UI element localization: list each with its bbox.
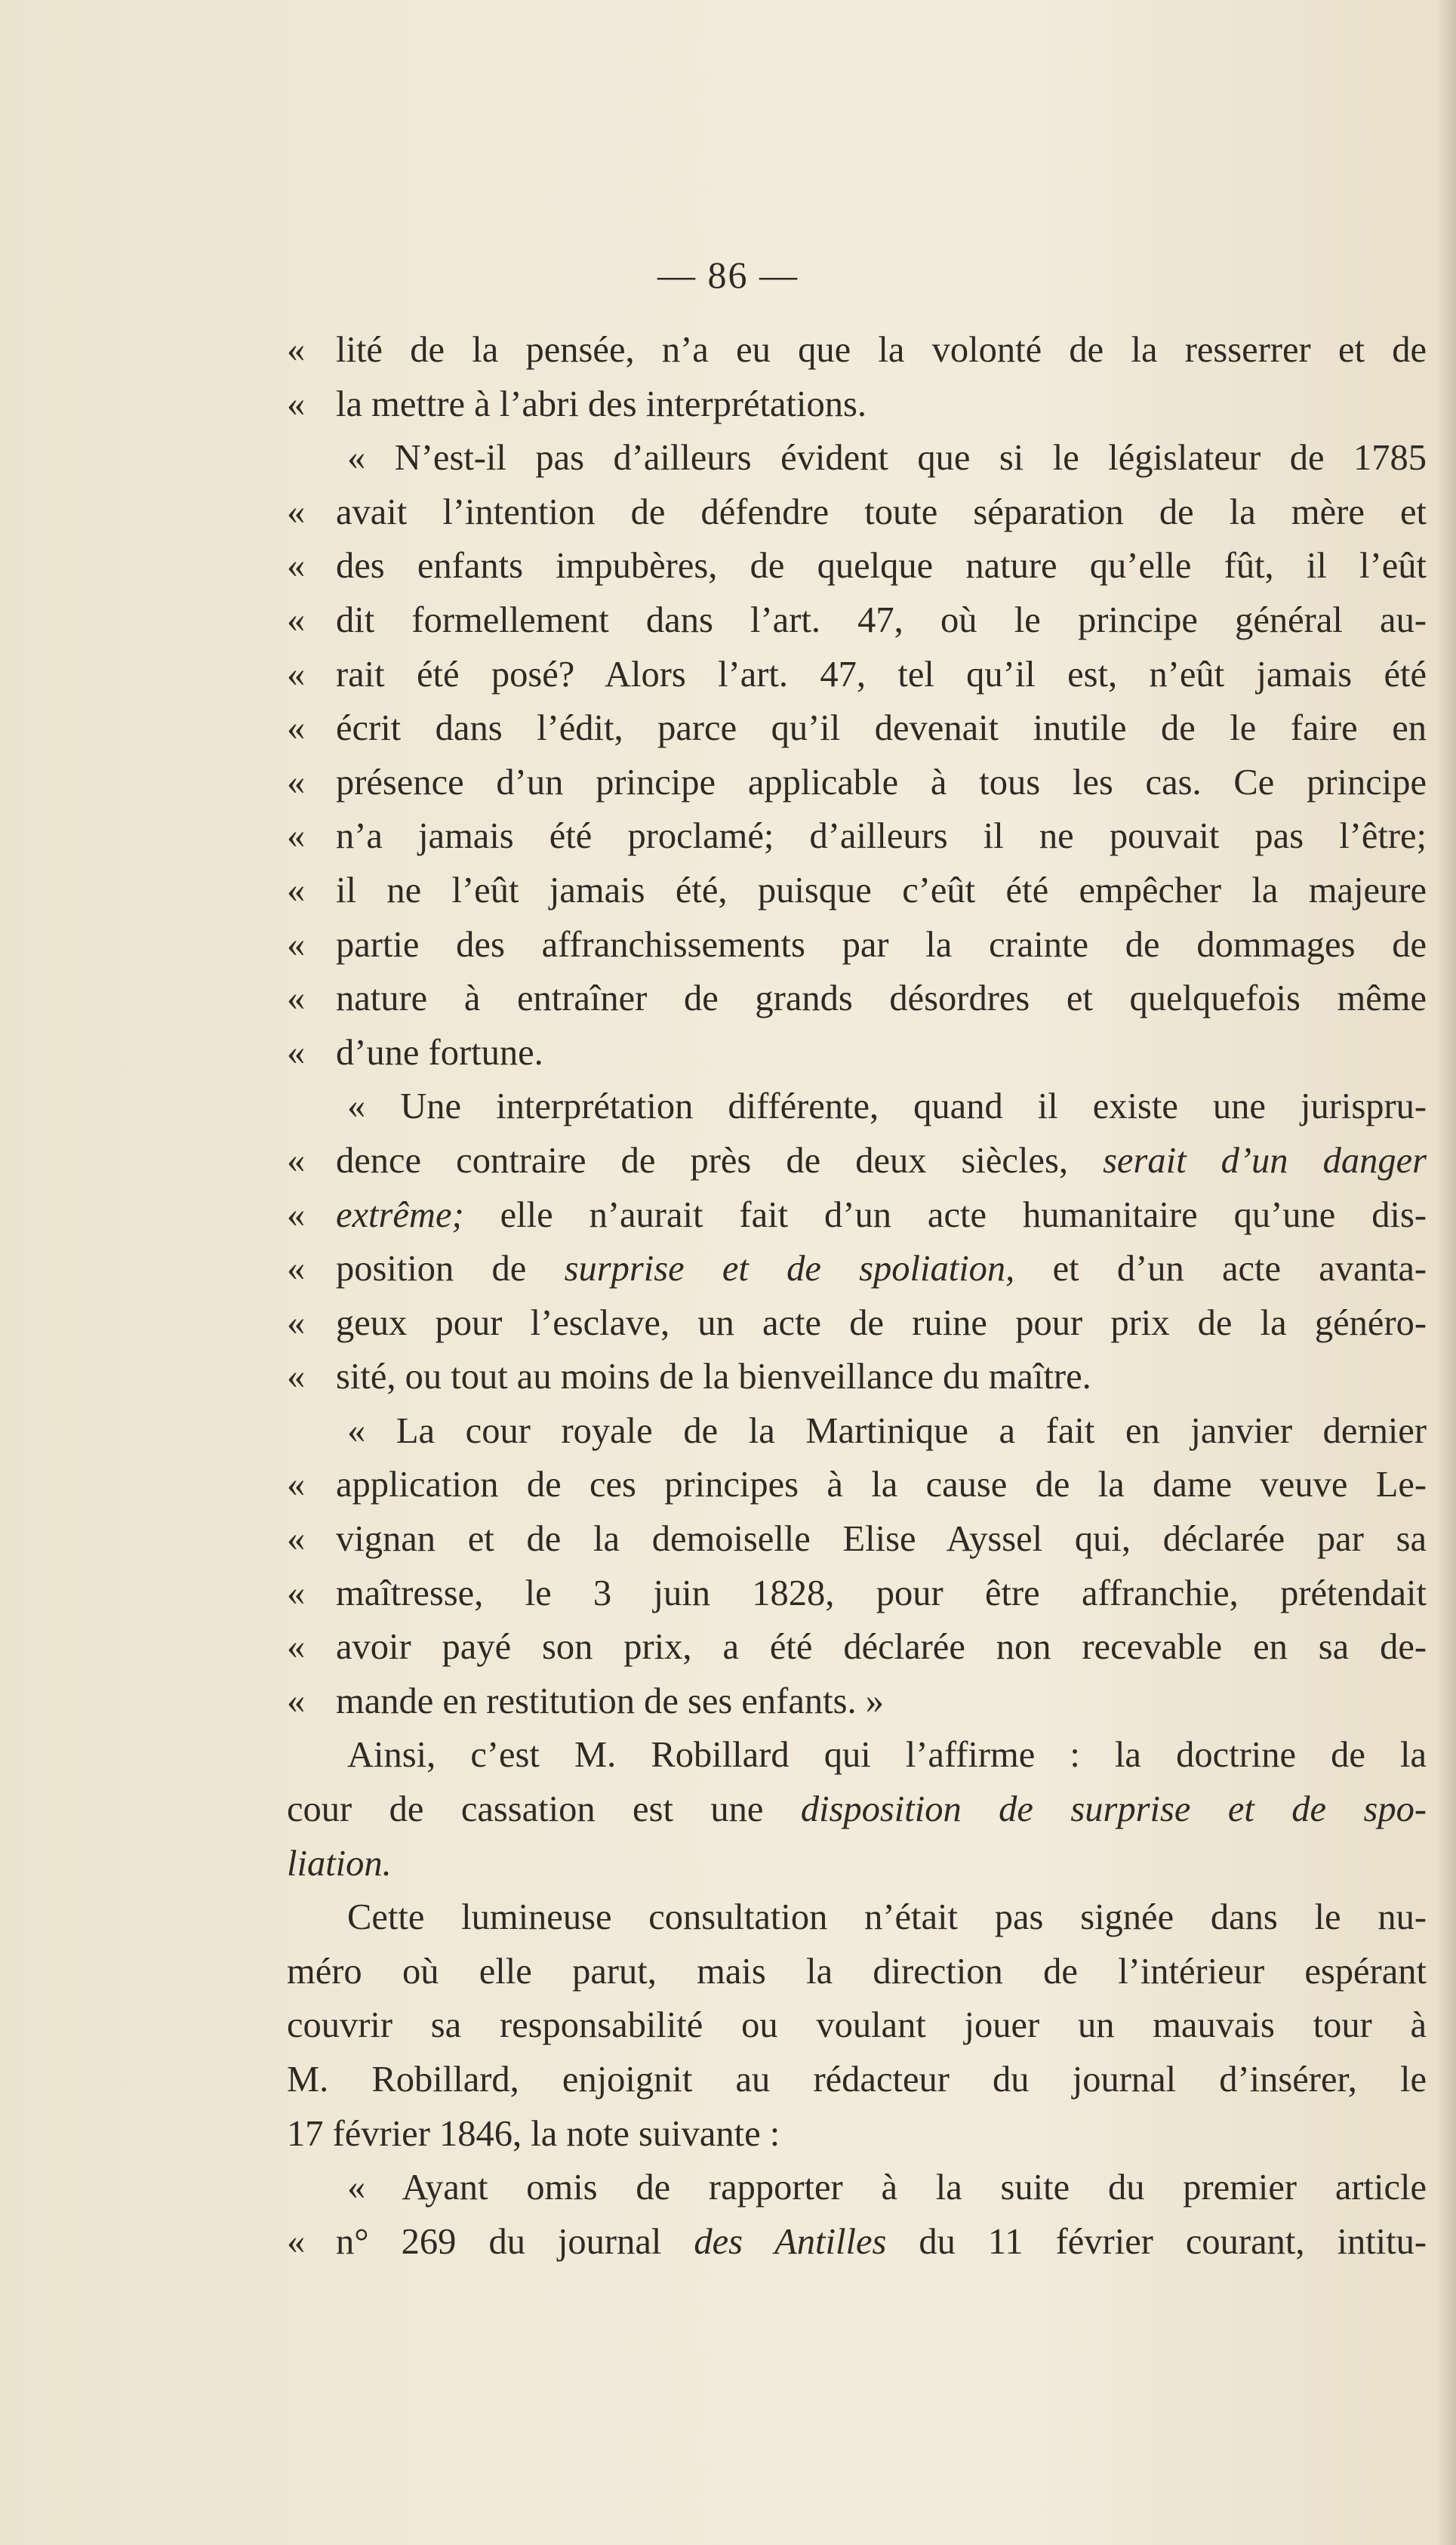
quote-mark: « [287, 1681, 306, 1721]
text-line [287, 1080, 1427, 1134]
line-text [336, 2215, 1427, 2269]
text-line [287, 1945, 1427, 1999]
line-text [336, 1296, 1427, 1351]
text-line [287, 2215, 1427, 2269]
roman-text: « Ayant omis de rapporter à la suite du premier article [347, 2168, 1427, 2208]
text-line [287, 1350, 1427, 1404]
quote-mark: « [287, 1140, 306, 1181]
line-text [336, 809, 1427, 864]
roman-text: du 11 février courant, intitu- [919, 2221, 1427, 2262]
text-line [287, 2053, 1427, 2107]
line-text [287, 1837, 1427, 1891]
line-text [336, 918, 1427, 972]
line-text [336, 1188, 1427, 1243]
line-text [287, 2107, 1427, 2161]
roman-text: Cette lumineuse consultation n’était pas signée dans le nu- [347, 1897, 1427, 1938]
roman-text: il ne l’eût jamais été, puisque c’eût été empêcher la majeure [336, 870, 1427, 910]
roman-text: Ainsi, c’est M. Robillard qui l’affirme : la doctrine de la [347, 1735, 1427, 1776]
quote-mark: « [287, 1573, 306, 1613]
text-line [287, 1728, 1427, 1782]
line-text [336, 1512, 1427, 1567]
text-line [287, 1026, 1427, 1080]
roman-text: couvrir sa responsabilité ou voulant jouer un mauvais tour à [287, 2005, 1427, 2046]
roman-text: « Une interprétation différente, quand il existe une jurispru- [347, 1086, 1427, 1127]
roman-text: partie des affranchissements par la crainte de dommages de [336, 924, 1427, 965]
quote-mark: « [287, 1032, 306, 1073]
roman-text: écrit dans l’édit, parce qu’il devenait inutile de le faire en [336, 708, 1427, 749]
roman-text: dit formellement dans l’art. 47, où le principe général au- [336, 599, 1427, 640]
body-text [287, 323, 1427, 2269]
text-line [287, 864, 1427, 918]
line-text [347, 1890, 1427, 1945]
roman-text: la mettre à l’abri des interprétations. [336, 384, 867, 424]
roman-text: n° 269 du journal [336, 2221, 662, 2262]
roman-text: 17 février 1846, la note suivante : [287, 2113, 780, 2154]
roman-text: d’une fortune. [336, 1032, 543, 1073]
italic-text: extrême; [336, 1194, 464, 1235]
line-text [336, 539, 1427, 593]
quote-mark: « [287, 2221, 306, 2262]
roman-text: présence d’un principe applicable à tous les cas. Ce principe [336, 762, 1427, 803]
line-text [336, 864, 1427, 918]
quote-mark: « [287, 762, 306, 803]
text-line [287, 377, 1427, 432]
roman-text: sité, ou tout au moins de la bienveillance du maître. [336, 1357, 1091, 1397]
text-line [287, 1134, 1427, 1188]
text-line [287, 485, 1427, 540]
text-line [287, 323, 1427, 377]
roman-text: n’a jamais été proclamé; d’ailleurs il ne pouvait pas l’être; [336, 816, 1427, 857]
roman-text: nature à entraîner de grands désordres et quelquefois même [336, 978, 1427, 1019]
line-text [336, 1675, 1427, 1729]
quote-mark: « [287, 1519, 306, 1560]
text-line [287, 1188, 1427, 1243]
italic-text: liation. [287, 1843, 392, 1884]
roman-text: application de ces principes à la cause de la dame veuve Le- [336, 1465, 1427, 1505]
line-text [336, 701, 1427, 756]
page-number: — 86 — [657, 254, 799, 296]
text-line [287, 1782, 1427, 1837]
italic-text: serait d’un danger [1103, 1140, 1427, 1181]
quote-mark: « [287, 816, 306, 857]
line-text [347, 2161, 1427, 2215]
quote-mark: « [287, 708, 306, 749]
text-line [287, 593, 1427, 648]
quote-mark: « [287, 384, 306, 424]
text-line [287, 809, 1427, 864]
line-text [336, 972, 1427, 1026]
quote-mark: « [287, 1465, 306, 1505]
quote-mark: « [287, 330, 306, 370]
italic-text: disposition de surprise et de spo- [800, 1789, 1427, 1830]
text-line [287, 701, 1427, 756]
roman-text: rait été posé? Alors l’art. 47, tel qu’il est, n’eût jamais été [336, 654, 1427, 695]
line-text [336, 1350, 1427, 1404]
line-text [287, 1998, 1427, 2053]
text-line [287, 1458, 1427, 1512]
text-line [287, 1567, 1427, 1621]
quote-mark: « [287, 924, 306, 965]
roman-text: « N’est-il pas d’ailleurs évident que si le législateur de 1785 [347, 438, 1427, 479]
line-text [347, 1404, 1427, 1459]
roman-text: « La cour royale de la Martinique a fait en janvier dernier [347, 1410, 1427, 1451]
text-line [287, 972, 1427, 1026]
text-line [287, 539, 1427, 593]
roman-text: avait l’intention de défendre toute séparation de la mère et [336, 491, 1427, 532]
roman-text: mande en restitution de ses enfants. » [336, 1681, 884, 1721]
roman-text: méro où elle parut, mais la direction de l’intérieur espérant [287, 1951, 1427, 1992]
text-line [287, 756, 1427, 810]
roman-text: des enfants impubères, de quelque nature qu’elle fût, il l’eût [336, 546, 1427, 587]
roman-text: avoir payé son prix, a été déclarée non recevable en sa de- [336, 1627, 1427, 1668]
text-line [287, 1837, 1427, 1891]
roman-text: position de [336, 1249, 527, 1289]
line-text [336, 1567, 1427, 1621]
text-line [287, 1296, 1427, 1351]
line-text [287, 1782, 1427, 1837]
quote-mark: « [287, 1249, 306, 1289]
quote-mark: « [287, 1302, 306, 1343]
roman-text: elle n’aurait fait d’un acte humanitaire qu’une dis- [500, 1194, 1427, 1235]
quote-mark: « [287, 546, 306, 587]
text-line [287, 1404, 1427, 1459]
quote-mark: « [287, 599, 306, 640]
quote-mark: « [287, 1357, 306, 1397]
text-line [287, 648, 1427, 702]
roman-text: vignan et de la demoiselle Elise Ayssel qui, déclarée par sa [336, 1519, 1427, 1560]
roman-text: cour de cassation est une [287, 1789, 764, 1830]
roman-text: geux pour l’esclave, un acte de ruine pour prix de la généro- [336, 1302, 1427, 1343]
line-text [347, 431, 1427, 485]
roman-text: maîtresse, le 3 juin 1828, pour être affranchie, prétendait [336, 1573, 1427, 1613]
quote-mark: « [287, 491, 306, 532]
line-text [336, 1458, 1427, 1512]
line-text [336, 1242, 1427, 1296]
quote-mark: « [287, 870, 306, 910]
roman-text: dence contraire de près de deux siècles, [336, 1140, 1068, 1181]
text-line [287, 2107, 1427, 2161]
text-line [287, 1675, 1427, 1729]
roman-text: et d’un acte avanta- [1052, 1249, 1427, 1289]
quote-mark: « [287, 1194, 306, 1235]
quote-mark: « [287, 654, 306, 695]
roman-text: M. Robillard, enjoignit au rédacteur du journal d’insérer, le [287, 2060, 1427, 2100]
italic-text: surprise et de spoliation, [564, 1249, 1015, 1289]
text-line [287, 918, 1427, 972]
italic-text: des Antilles [694, 2221, 887, 2262]
roman-text: lité de la pensée, n’a eu que la volonté de la resserrer et de [336, 330, 1427, 370]
line-text [336, 1026, 1427, 1080]
line-text [287, 2053, 1427, 2107]
line-text [347, 1080, 1427, 1134]
text-line [287, 1620, 1427, 1675]
line-text [336, 485, 1427, 540]
line-text [336, 1134, 1427, 1188]
line-text [336, 323, 1427, 377]
gutter-shadow [1436, 0, 1456, 2545]
text-line [287, 2161, 1427, 2215]
text-line [287, 1512, 1427, 1567]
line-text [336, 593, 1427, 648]
quote-mark: « [287, 1627, 306, 1668]
text-line [287, 1998, 1427, 2053]
text-line [287, 1890, 1427, 1945]
line-text [287, 1945, 1427, 1999]
line-text [347, 1728, 1427, 1782]
quote-mark: « [287, 978, 306, 1019]
text-line [287, 431, 1427, 485]
line-text [336, 1620, 1427, 1675]
text-line [287, 1242, 1427, 1296]
line-text [336, 756, 1427, 810]
line-text [336, 377, 1427, 432]
line-text [336, 648, 1427, 702]
